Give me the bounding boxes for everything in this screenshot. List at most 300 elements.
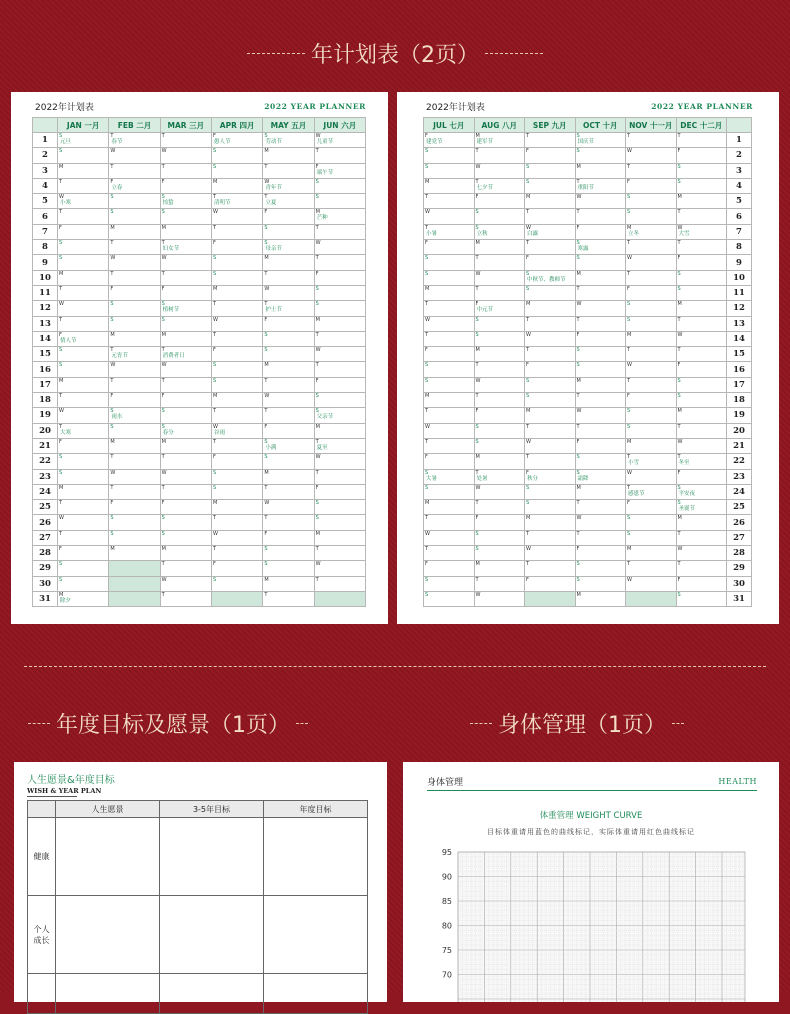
day-cell[interactable] bbox=[109, 530, 160, 545]
day-cell[interactable] bbox=[109, 194, 160, 209]
day-cell[interactable] bbox=[474, 255, 525, 270]
day-cell[interactable] bbox=[424, 255, 475, 270]
day-cell[interactable] bbox=[676, 347, 727, 362]
day-cell[interactable] bbox=[109, 331, 160, 346]
day-cell[interactable] bbox=[575, 500, 626, 515]
day-cell[interactable] bbox=[575, 423, 626, 438]
day-cell[interactable] bbox=[626, 270, 677, 285]
day-cell[interactable] bbox=[211, 454, 262, 469]
day-cell[interactable] bbox=[474, 240, 525, 255]
day-cell[interactable] bbox=[160, 591, 211, 606]
day-cell[interactable] bbox=[314, 377, 365, 392]
day-cell[interactable] bbox=[314, 285, 365, 300]
day-cell[interactable] bbox=[211, 377, 262, 392]
day-cell[interactable] bbox=[626, 224, 677, 239]
day-cell[interactable] bbox=[474, 393, 525, 408]
day-cell[interactable] bbox=[525, 561, 576, 576]
day-cell[interactable] bbox=[575, 301, 626, 316]
day-cell[interactable] bbox=[575, 438, 626, 453]
day-cell[interactable] bbox=[676, 285, 727, 300]
day-cell[interactable] bbox=[58, 270, 109, 285]
day-cell[interactable] bbox=[211, 178, 262, 193]
day-cell[interactable] bbox=[58, 362, 109, 377]
day-cell[interactable] bbox=[525, 408, 576, 423]
day-cell[interactable] bbox=[626, 362, 677, 377]
day-cell[interactable] bbox=[676, 484, 727, 499]
day-cell[interactable] bbox=[424, 194, 475, 209]
day-cell[interactable] bbox=[575, 362, 626, 377]
day-cell[interactable] bbox=[676, 224, 727, 239]
day-cell[interactable] bbox=[109, 484, 160, 499]
day-cell[interactable] bbox=[525, 163, 576, 178]
day-cell[interactable] bbox=[474, 133, 525, 148]
day-cell[interactable] bbox=[314, 561, 365, 576]
day-cell[interactable] bbox=[525, 576, 576, 591]
day-cell[interactable] bbox=[424, 500, 475, 515]
day-cell[interactable] bbox=[109, 133, 160, 148]
day-cell[interactable] bbox=[160, 209, 211, 224]
day-cell[interactable] bbox=[525, 454, 576, 469]
day-cell[interactable] bbox=[474, 469, 525, 484]
day-cell[interactable] bbox=[525, 530, 576, 545]
day-cell[interactable] bbox=[575, 194, 626, 209]
day-cell[interactable] bbox=[474, 484, 525, 499]
day-cell[interactable] bbox=[58, 301, 109, 316]
day-cell[interactable] bbox=[676, 454, 727, 469]
day-cell[interactable] bbox=[211, 561, 262, 576]
day-cell[interactable] bbox=[424, 484, 475, 499]
day-cell[interactable] bbox=[474, 316, 525, 331]
day-cell[interactable] bbox=[160, 133, 211, 148]
day-cell[interactable] bbox=[676, 393, 727, 408]
day-cell[interactable] bbox=[109, 347, 160, 362]
day-cell[interactable] bbox=[109, 148, 160, 163]
day-cell[interactable] bbox=[626, 347, 677, 362]
day-cell[interactable] bbox=[211, 408, 262, 423]
day-cell[interactable] bbox=[474, 561, 525, 576]
day-cell[interactable] bbox=[626, 255, 677, 270]
day-cell[interactable] bbox=[109, 393, 160, 408]
day-cell[interactable] bbox=[314, 438, 365, 453]
day-cell[interactable] bbox=[314, 255, 365, 270]
day-cell[interactable] bbox=[314, 270, 365, 285]
day-cell[interactable] bbox=[160, 240, 211, 255]
day-cell[interactable] bbox=[160, 408, 211, 423]
day-cell[interactable] bbox=[160, 362, 211, 377]
day-cell[interactable] bbox=[314, 546, 365, 561]
day-cell[interactable] bbox=[211, 331, 262, 346]
day-cell[interactable] bbox=[424, 240, 475, 255]
day-cell[interactable] bbox=[58, 576, 109, 591]
day-cell[interactable] bbox=[676, 438, 727, 453]
day-cell[interactable] bbox=[160, 393, 211, 408]
day-cell[interactable] bbox=[263, 515, 314, 530]
day-cell[interactable] bbox=[263, 454, 314, 469]
day-cell[interactable] bbox=[58, 148, 109, 163]
day-cell[interactable] bbox=[676, 331, 727, 346]
day-cell[interactable] bbox=[109, 240, 160, 255]
day-cell[interactable] bbox=[676, 469, 727, 484]
day-cell[interactable] bbox=[474, 270, 525, 285]
day-cell[interactable] bbox=[676, 515, 727, 530]
day-cell[interactable] bbox=[58, 500, 109, 515]
day-cell[interactable] bbox=[626, 209, 677, 224]
day-cell[interactable] bbox=[676, 178, 727, 193]
day-cell[interactable] bbox=[263, 209, 314, 224]
day-cell[interactable] bbox=[626, 469, 677, 484]
day-cell[interactable] bbox=[160, 469, 211, 484]
day-cell[interactable] bbox=[160, 270, 211, 285]
day-cell[interactable] bbox=[424, 209, 475, 224]
day-cell[interactable] bbox=[474, 530, 525, 545]
day-cell[interactable] bbox=[474, 500, 525, 515]
day-cell[interactable] bbox=[474, 178, 525, 193]
day-cell[interactable] bbox=[314, 469, 365, 484]
day-cell[interactable] bbox=[314, 240, 365, 255]
day-cell[interactable] bbox=[424, 285, 475, 300]
day-cell[interactable] bbox=[424, 178, 475, 193]
day-cell[interactable] bbox=[109, 316, 160, 331]
day-cell[interactable] bbox=[263, 301, 314, 316]
day-cell[interactable] bbox=[314, 148, 365, 163]
day-cell[interactable] bbox=[160, 423, 211, 438]
goals-cell[interactable] bbox=[264, 818, 368, 896]
day-cell[interactable] bbox=[424, 530, 475, 545]
day-cell[interactable] bbox=[626, 316, 677, 331]
day-cell[interactable] bbox=[575, 484, 626, 499]
goals-cell[interactable] bbox=[56, 818, 160, 896]
day-cell[interactable] bbox=[525, 469, 576, 484]
day-cell[interactable] bbox=[575, 393, 626, 408]
day-cell[interactable] bbox=[575, 561, 626, 576]
day-cell[interactable] bbox=[314, 133, 365, 148]
day-cell[interactable] bbox=[160, 316, 211, 331]
day-cell[interactable] bbox=[160, 224, 211, 239]
day-cell[interactable] bbox=[109, 454, 160, 469]
day-cell[interactable] bbox=[314, 178, 365, 193]
day-cell[interactable] bbox=[575, 408, 626, 423]
day-cell[interactable] bbox=[58, 408, 109, 423]
day-cell[interactable] bbox=[676, 591, 727, 606]
day-cell[interactable] bbox=[211, 362, 262, 377]
day-cell[interactable] bbox=[263, 148, 314, 163]
day-cell[interactable] bbox=[575, 591, 626, 606]
day-cell[interactable] bbox=[58, 561, 109, 576]
day-cell[interactable] bbox=[525, 178, 576, 193]
day-cell[interactable] bbox=[525, 500, 576, 515]
day-cell[interactable] bbox=[424, 148, 475, 163]
day-cell[interactable] bbox=[575, 178, 626, 193]
day-cell[interactable] bbox=[58, 347, 109, 362]
day-cell[interactable] bbox=[525, 316, 576, 331]
goals-cell[interactable] bbox=[160, 896, 264, 974]
day-cell[interactable] bbox=[424, 224, 475, 239]
day-cell[interactable] bbox=[160, 178, 211, 193]
day-cell[interactable] bbox=[525, 301, 576, 316]
day-cell[interactable] bbox=[525, 515, 576, 530]
day-cell[interactable] bbox=[314, 530, 365, 545]
day-cell[interactable] bbox=[160, 500, 211, 515]
day-cell[interactable] bbox=[263, 133, 314, 148]
day-cell[interactable] bbox=[474, 438, 525, 453]
day-cell[interactable] bbox=[676, 377, 727, 392]
day-cell[interactable] bbox=[263, 408, 314, 423]
day-cell[interactable] bbox=[263, 377, 314, 392]
day-cell[interactable] bbox=[160, 454, 211, 469]
day-cell[interactable] bbox=[676, 546, 727, 561]
day-cell[interactable] bbox=[263, 255, 314, 270]
day-cell[interactable] bbox=[160, 561, 211, 576]
day-cell[interactable] bbox=[676, 133, 727, 148]
day-cell[interactable] bbox=[424, 270, 475, 285]
day-cell[interactable] bbox=[676, 301, 727, 316]
day-cell[interactable] bbox=[263, 270, 314, 285]
day-cell[interactable] bbox=[626, 133, 677, 148]
day-cell[interactable] bbox=[626, 285, 677, 300]
day-cell[interactable] bbox=[211, 423, 262, 438]
day-cell[interactable] bbox=[525, 148, 576, 163]
day-cell[interactable] bbox=[160, 347, 211, 362]
day-cell[interactable] bbox=[58, 484, 109, 499]
day-cell[interactable] bbox=[676, 561, 727, 576]
day-cell[interactable] bbox=[424, 546, 475, 561]
day-cell[interactable] bbox=[109, 285, 160, 300]
day-cell[interactable] bbox=[474, 591, 525, 606]
day-cell[interactable] bbox=[263, 423, 314, 438]
day-cell[interactable] bbox=[474, 148, 525, 163]
day-cell[interactable] bbox=[424, 347, 475, 362]
day-cell[interactable] bbox=[263, 347, 314, 362]
day-cell[interactable] bbox=[58, 393, 109, 408]
day-cell[interactable] bbox=[263, 194, 314, 209]
day-cell[interactable] bbox=[211, 546, 262, 561]
day-cell[interactable] bbox=[160, 438, 211, 453]
day-cell[interactable] bbox=[626, 163, 677, 178]
day-cell[interactable] bbox=[626, 301, 677, 316]
day-cell[interactable] bbox=[58, 469, 109, 484]
day-cell[interactable] bbox=[575, 133, 626, 148]
day-cell[interactable] bbox=[474, 515, 525, 530]
day-cell[interactable] bbox=[109, 500, 160, 515]
day-cell[interactable] bbox=[314, 515, 365, 530]
day-cell[interactable] bbox=[474, 423, 525, 438]
day-cell[interactable] bbox=[160, 301, 211, 316]
day-cell[interactable] bbox=[525, 347, 576, 362]
day-cell[interactable] bbox=[474, 408, 525, 423]
day-cell[interactable] bbox=[525, 270, 576, 285]
day-cell[interactable] bbox=[575, 377, 626, 392]
day-cell[interactable] bbox=[109, 469, 160, 484]
day-cell[interactable] bbox=[676, 148, 727, 163]
day-cell[interactable] bbox=[424, 163, 475, 178]
goals-cell[interactable] bbox=[160, 818, 264, 896]
day-cell[interactable] bbox=[575, 255, 626, 270]
day-cell[interactable] bbox=[424, 331, 475, 346]
day-cell[interactable] bbox=[314, 209, 365, 224]
day-cell[interactable] bbox=[575, 316, 626, 331]
day-cell[interactable] bbox=[58, 255, 109, 270]
day-cell[interactable] bbox=[575, 515, 626, 530]
day-cell[interactable] bbox=[525, 546, 576, 561]
day-cell[interactable] bbox=[314, 423, 365, 438]
day-cell[interactable] bbox=[211, 224, 262, 239]
day-cell[interactable] bbox=[211, 255, 262, 270]
day-cell[interactable] bbox=[263, 484, 314, 499]
day-cell[interactable] bbox=[575, 240, 626, 255]
day-cell[interactable] bbox=[626, 576, 677, 591]
day-cell[interactable] bbox=[211, 270, 262, 285]
day-cell[interactable] bbox=[211, 240, 262, 255]
day-cell[interactable] bbox=[626, 423, 677, 438]
day-cell[interactable] bbox=[474, 377, 525, 392]
day-cell[interactable] bbox=[525, 224, 576, 239]
day-cell[interactable] bbox=[525, 362, 576, 377]
day-cell[interactable] bbox=[263, 316, 314, 331]
day-cell[interactable] bbox=[424, 362, 475, 377]
day-cell[interactable] bbox=[474, 331, 525, 346]
day-cell[interactable] bbox=[575, 469, 626, 484]
day-cell[interactable] bbox=[525, 331, 576, 346]
day-cell[interactable] bbox=[314, 194, 365, 209]
day-cell[interactable] bbox=[263, 438, 314, 453]
day-cell[interactable] bbox=[58, 530, 109, 545]
day-cell[interactable] bbox=[263, 576, 314, 591]
day-cell[interactable] bbox=[211, 393, 262, 408]
day-cell[interactable] bbox=[474, 362, 525, 377]
day-cell[interactable] bbox=[263, 178, 314, 193]
day-cell[interactable] bbox=[575, 576, 626, 591]
day-cell[interactable] bbox=[109, 515, 160, 530]
day-cell[interactable] bbox=[109, 377, 160, 392]
day-cell[interactable] bbox=[314, 454, 365, 469]
day-cell[interactable] bbox=[626, 178, 677, 193]
day-cell[interactable] bbox=[58, 224, 109, 239]
day-cell[interactable] bbox=[263, 224, 314, 239]
day-cell[interactable] bbox=[211, 316, 262, 331]
day-cell[interactable] bbox=[575, 331, 626, 346]
day-cell[interactable] bbox=[160, 546, 211, 561]
day-cell[interactable] bbox=[211, 576, 262, 591]
day-cell[interactable] bbox=[525, 393, 576, 408]
day-cell[interactable] bbox=[58, 163, 109, 178]
day-cell[interactable] bbox=[263, 240, 314, 255]
day-cell[interactable] bbox=[424, 393, 475, 408]
day-cell[interactable] bbox=[424, 561, 475, 576]
day-cell[interactable] bbox=[211, 484, 262, 499]
day-cell[interactable] bbox=[160, 255, 211, 270]
day-cell[interactable] bbox=[474, 285, 525, 300]
day-cell[interactable] bbox=[211, 301, 262, 316]
day-cell[interactable] bbox=[676, 362, 727, 377]
day-cell[interactable] bbox=[58, 240, 109, 255]
day-cell[interactable] bbox=[424, 301, 475, 316]
day-cell[interactable] bbox=[58, 209, 109, 224]
goals-cell[interactable] bbox=[56, 974, 160, 1014]
day-cell[interactable] bbox=[58, 316, 109, 331]
day-cell[interactable] bbox=[58, 377, 109, 392]
day-cell[interactable] bbox=[58, 546, 109, 561]
day-cell[interactable] bbox=[314, 576, 365, 591]
day-cell[interactable] bbox=[58, 285, 109, 300]
day-cell[interactable] bbox=[676, 270, 727, 285]
day-cell[interactable] bbox=[575, 454, 626, 469]
day-cell[interactable] bbox=[676, 576, 727, 591]
day-cell[interactable] bbox=[58, 591, 109, 606]
day-cell[interactable] bbox=[314, 393, 365, 408]
day-cell[interactable] bbox=[160, 194, 211, 209]
day-cell[interactable] bbox=[676, 316, 727, 331]
day-cell[interactable] bbox=[474, 194, 525, 209]
day-cell[interactable] bbox=[109, 546, 160, 561]
day-cell[interactable] bbox=[263, 530, 314, 545]
day-cell[interactable] bbox=[525, 240, 576, 255]
day-cell[interactable] bbox=[314, 484, 365, 499]
day-cell[interactable] bbox=[211, 194, 262, 209]
day-cell[interactable] bbox=[676, 408, 727, 423]
day-cell[interactable] bbox=[58, 515, 109, 530]
day-cell[interactable] bbox=[109, 362, 160, 377]
day-cell[interactable] bbox=[160, 377, 211, 392]
day-cell[interactable] bbox=[109, 270, 160, 285]
day-cell[interactable] bbox=[525, 438, 576, 453]
day-cell[interactable] bbox=[58, 133, 109, 148]
day-cell[interactable] bbox=[263, 561, 314, 576]
day-cell[interactable] bbox=[263, 285, 314, 300]
day-cell[interactable] bbox=[626, 546, 677, 561]
day-cell[interactable] bbox=[263, 331, 314, 346]
goals-cell[interactable] bbox=[56, 896, 160, 974]
day-cell[interactable] bbox=[314, 331, 365, 346]
day-cell[interactable] bbox=[575, 285, 626, 300]
day-cell[interactable] bbox=[424, 469, 475, 484]
day-cell[interactable] bbox=[160, 576, 211, 591]
day-cell[interactable] bbox=[474, 546, 525, 561]
day-cell[interactable] bbox=[263, 500, 314, 515]
day-cell[interactable] bbox=[424, 576, 475, 591]
day-cell[interactable] bbox=[575, 546, 626, 561]
day-cell[interactable] bbox=[160, 484, 211, 499]
day-cell[interactable] bbox=[626, 393, 677, 408]
day-cell[interactable] bbox=[109, 301, 160, 316]
day-cell[interactable] bbox=[211, 530, 262, 545]
day-cell[interactable] bbox=[474, 163, 525, 178]
goals-cell[interactable] bbox=[264, 974, 368, 1014]
day-cell[interactable] bbox=[474, 576, 525, 591]
day-cell[interactable] bbox=[160, 148, 211, 163]
day-cell[interactable] bbox=[109, 163, 160, 178]
day-cell[interactable] bbox=[676, 423, 727, 438]
day-cell[interactable] bbox=[211, 500, 262, 515]
day-cell[interactable] bbox=[626, 454, 677, 469]
day-cell[interactable] bbox=[58, 178, 109, 193]
day-cell[interactable] bbox=[211, 347, 262, 362]
day-cell[interactable] bbox=[525, 194, 576, 209]
day-cell[interactable] bbox=[626, 561, 677, 576]
goals-cell[interactable] bbox=[264, 896, 368, 974]
day-cell[interactable] bbox=[263, 393, 314, 408]
day-cell[interactable] bbox=[525, 285, 576, 300]
day-cell[interactable] bbox=[160, 515, 211, 530]
day-cell[interactable] bbox=[474, 224, 525, 239]
day-cell[interactable] bbox=[575, 530, 626, 545]
day-cell[interactable] bbox=[575, 148, 626, 163]
day-cell[interactable] bbox=[676, 255, 727, 270]
day-cell[interactable] bbox=[424, 591, 475, 606]
day-cell[interactable] bbox=[575, 224, 626, 239]
day-cell[interactable] bbox=[109, 408, 160, 423]
day-cell[interactable] bbox=[424, 438, 475, 453]
day-cell[interactable] bbox=[626, 331, 677, 346]
